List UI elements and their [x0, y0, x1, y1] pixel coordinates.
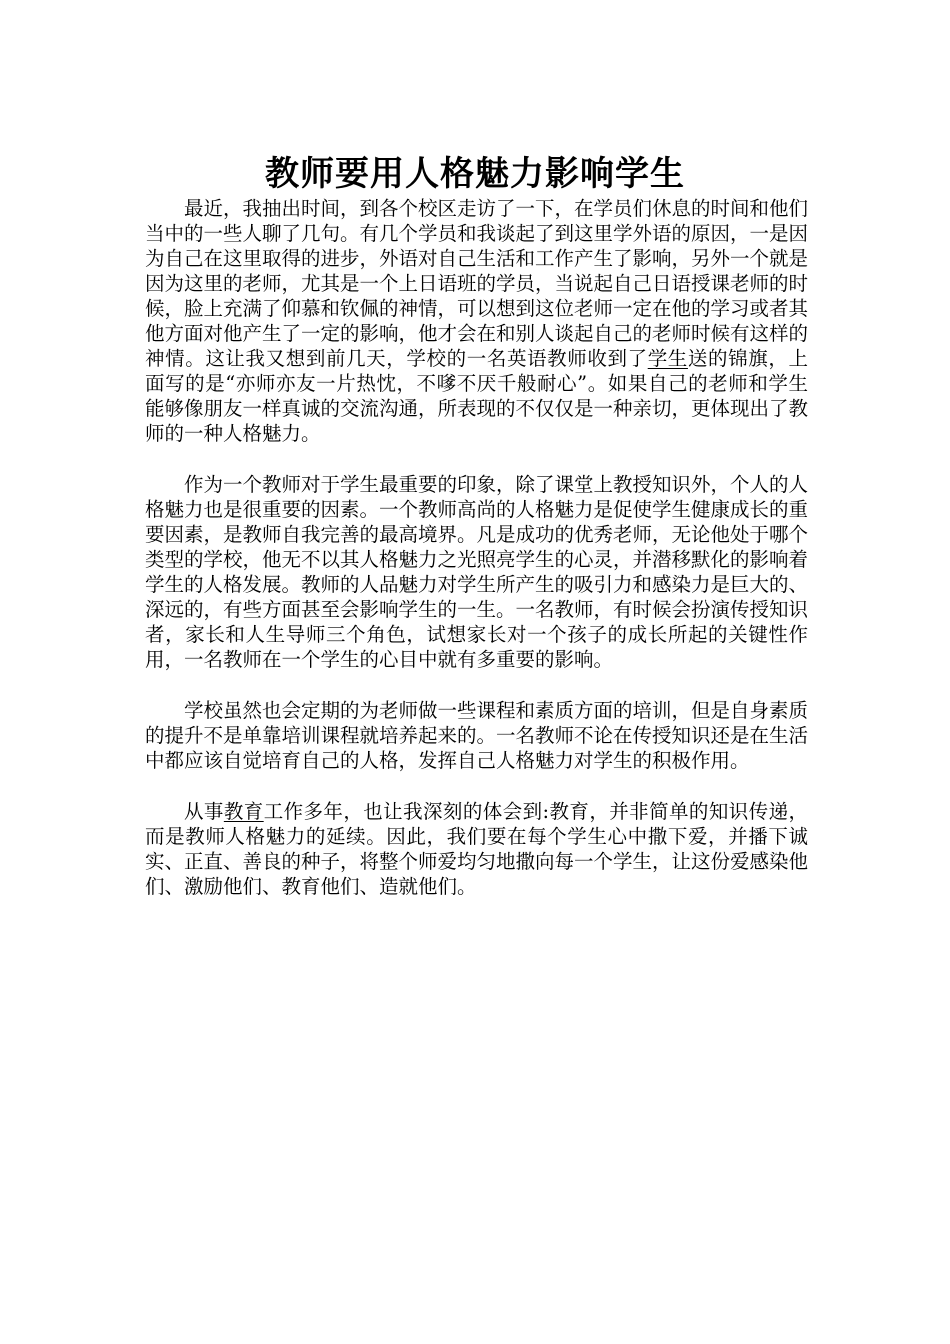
paragraph-1 — [145, 196, 808, 446]
document-body — [145, 196, 808, 925]
document-title: 教师要用人格魅力影响学生 — [265, 153, 685, 194]
jiaoyu-link[interactable]: 教育 — [223, 800, 264, 823]
paragraph-2: 作为一个教师对于学生最重要的印象，除了课堂上教授知识外，个人的人格魅力也是很重要的因素。一个教师高尚的人格魅力是促使学生健康成长的重要因素，是教师自我完善的最高境界。凡是成功的优秀老师，无论他处于哪个类型的学校，他无不以其人格魅力之光照亮学生的心灵，并潜移默化的影响着学生的人格发展。教师的人品魅力对学生所产生的吸引力和感染力是巨大的、深远的，有些方面甚至会影响学生的一生。一名教师，有时候会扮演传授知识者，家长和人生导师三个角色，试想家长对一个孩子的成长所起的关键性作用，一名教师在一个学生的心目中就有多重要的影响。 — [145, 473, 809, 671]
paragraph-3: 学校虽然也会定期的为老师做一些课程和素质方面的培训，但是自身素质的提升不是单靠培训课程就培养起来的。一名教师不论在传授知识还是在生活中都应该自觉培育自己的人格，发挥自己人格魅力对学生的积极作用。 — [145, 699, 809, 772]
paragraph-4-text-b: 工作多年，也让我深刻的体会到:教育，并非简单的知识传递，而是教师人格魅力的延续。因此，我们要在每个学生心中撒下爱，并播下诚实、正直、善良的种子，将整个师爱均匀地撒向每一个学生，让这份爱感染他们、激励他们、教育他们、造就他们。 — [145, 800, 809, 898]
paragraph-1-text-b: 送的锦旗，上面写的是“亦师亦友一片热忱，不嗲不厌千般耐心”。如果自己的老师和学生能够像朋友一样真诚的交流沟通，所表现的不仅仅是一种亲切，更体现出了教师的一种人格魅力。 — [145, 347, 809, 445]
paragraph-1-text-a: 最近，我抽出时间，到各个校区走访了一下，在学员们休息的时间和他们当中的一些人聊了几句。有几个学员和我谈起了到这里学外语的原因，一是因为自己在这里取得的进步，外语对自己生活和工作产生了影响，另外一个就是因为这里的老师，尤其是一个上日语班的学员，当说起自己日语授课老师的时候，脸上充满了仰慕和钦佩的神情，可以想到这位老师一定在他的学习或者其他方面对他产生了一定的影响，他才会在和别人谈起自己的老师时候有这样的神情。这让我又想到前几天，学校的一名英语教师收到了 — [145, 197, 809, 370]
paragraph-4-text-a: 从事 — [184, 800, 224, 823]
xuesheng-link[interactable]: 学生 — [647, 347, 688, 370]
paragraph-4 — [145, 799, 808, 899]
